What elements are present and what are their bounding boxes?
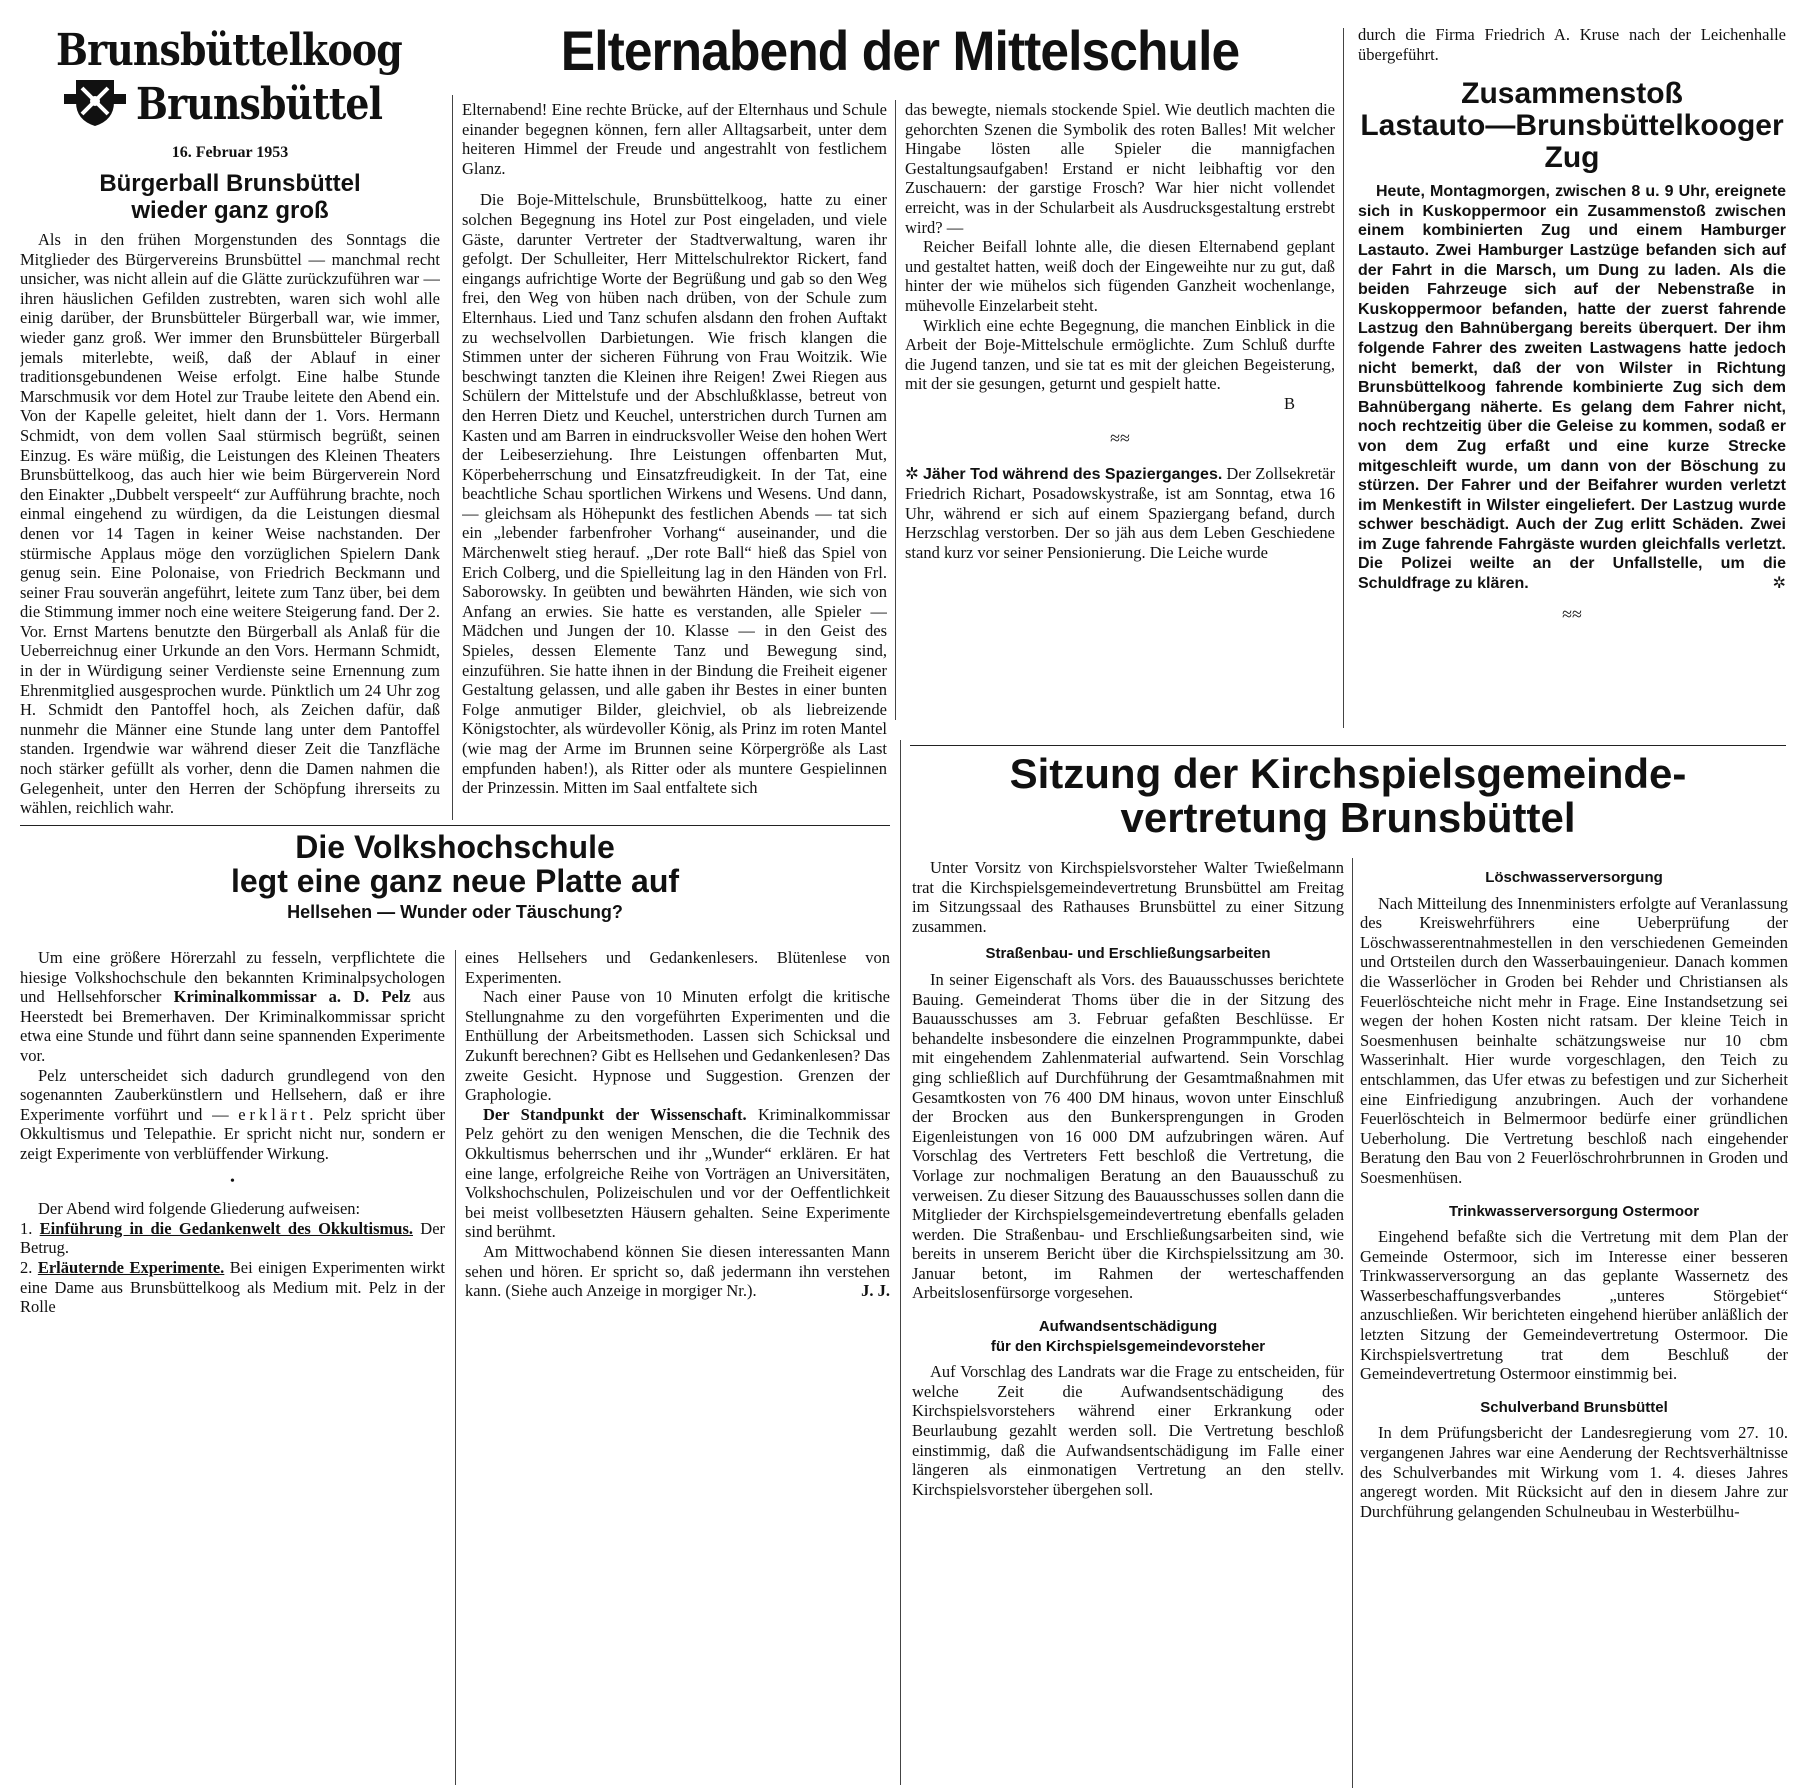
section-rule <box>910 745 1786 746</box>
elternabend-paragraph: Die Boje-Mittelschule, Brunsbüttelkoog, hatte zu einer solchen Begegnung ins Hotel zur Post eingeladen, und viele Gäste, darunter Vertreter der Stadtverwaltung, waren ihr gefolgt. Der Schulleiter, Herr Mittelschulrektor Rickert, fand eingangs aufrichtige Worte der Begrüßung und gab so den Weg frei, den Weg von hüben nach drüben, von der Schule zum Elternhaus. Lied und Tanz schufen alsdann den frohen Auftakt zu wechselvollen Darbietungen. Wie frisch klangen die Stimmen unter der sicheren Führung von Frau Woitzik. Wie beschwingt tanzten die Kleinen ihre Reigen! Zwei Riegen aus Schülern der Mittelstufe und der Abschlußklasse, betreut von den Herren Dietz und Keuchel, unterstrichen durch Turnen am Kasten und am Barren in eindrucksvoller Weise den hohen Wert der Leibeserziehung. Ihre Leistungen offenbarten Mut, Köperbeherrschung und Einsatzfreudigkeit. In der Tat, eine beachtliche Schau sportlichen Wirkens und Wesens. Und dann, — gleichsam als Höhepunkt des festlichen Abends — tat sich ein „lebender farbenfroher Vorhang“ auseinander, und die Märchenwelt stieg herauf. „Der rote Ball“ hieß das Spiel von Erich Colberg, und die Spielleitung lag in den Händen von Frl. Saborowsky. In geübten und bewährten Händen, wie sich von Anfang an erwies. Sie hatte es verstanden, alle Spieler — Mädchen und Jungen der 10. Klasse — in den Geist des Spieles, dessen Elemente Tanz und Bewegung sind, einzuführen. Sie hatte ihnen in der Bindung die Freiheit eigener Gestaltung gelassen, und alle gaben ihr Bestes in einer bunten Folge anmutiger Bilder, gleichviel, ob als liebreizende Königstochter, als würdevoller König, als Prinz im roten Mantel (wie mag der Arme im Brunnen seine Körpergröße als Last empfunden haben!), als Ritter oder als muntere Gespielinnen der Prinzessin. Mitten im Saal entfaltete sich <box>462 190 887 798</box>
zusammenstoss-title-line1: Zusammenstoß <box>1461 77 1683 111</box>
elternabend-signature: B <box>1283 393 1295 413</box>
right-column <box>1358 25 1786 745</box>
jaeher-tod-lead: Jäher Tod während des Spazierganges. <box>922 465 1223 483</box>
column-divider <box>900 740 901 1785</box>
zusammenstoss-title-line2: Lastauto—Brunsbüttelkooger Zug <box>1360 109 1784 175</box>
column-divider <box>1343 28 1344 728</box>
kirchspiel-section-title: Trinkwasserversorgung Ostermoor <box>1448 1202 1700 1220</box>
kirchspiel-title-line2: vertretung Brunsbüttel <box>1120 794 1576 841</box>
elternabend-headline: Elternabend der Mittelschule <box>560 19 1240 82</box>
vhs-title-line2: legt eine ganz neue Platte auf <box>230 863 680 899</box>
section-rule <box>20 825 890 826</box>
buergerball-title-line2: wieder ganz groß <box>131 197 329 224</box>
vhs-outline-list <box>20 1219 445 1317</box>
column-divider <box>455 950 456 1785</box>
zusammenstoss-headline <box>1358 78 1786 174</box>
buergerball-body <box>20 230 440 818</box>
kirchspiel-section-title: Straßenbau- und Erschließungsarbeiten <box>985 945 1271 963</box>
elternabend-paragraph: Elternabend! Eine rechte Brücke, auf der Elternhaus und Schule einander begegnen können, fern aller Alltagsarbeit, unter dem heiteren Himmel der Freude und angestrahlt von festlichem Glanz. <box>462 100 887 178</box>
masthead-line2: Brunsbüttel <box>136 78 383 130</box>
kirchspiel-section-title: Aufwandsentschädigung für den Kirchspielsgemeindevorsteher <box>990 1318 1266 1355</box>
bullet-separator: • <box>230 1173 235 1189</box>
elternabend-paragraph: das bewegte, niemals stockende Spiel. Wie deutlich machten die gehorchten Szenen die Symbolik des roten Balles! Mit welcher Hingabe lösten alle Spieler die mannigfachen Gestaltungsaufgaben! Erstand er nicht leibhaftig vor den Zuschauern: der garstige Frosch? War hier nicht vollendet erreicht, was in der Schularbeit als Ausdrucksgestaltung erstrebt wird? — <box>905 100 1335 237</box>
zusammenstoss-body: Heute, Montagmorgen, zwischen 8 u. 9 Uhr, ereignete sich in Kuskoppermoor ein Zusammenstoß zwischen einem kombinierten Zug und einem Hamburger Lastauto. Zwei Hamburger Lastzüge befanden sich auf der Fahrt in die Marsch, um Dung zu laden. Als die beiden Fahrzeuge sich auf der Nebenstraße in Kuskoppermoor befanden, hatte der zuerst fahrende Lastzug den Bahnübergang bereits überquert. Der ihm folgende Fahrer des zweiten Lastwagens hatte jedoch nicht bemerkt, daß der von Wilster in Richtung Brunsbüttelkoog fahrende kombinierte Zug sich dem Bahnübergang näherte. Es gelang dem Fahrer nicht, noch rechtzeitig über die Geleise zu kommen, sodaß er von dem Zug erfaßt und eine kurze Strecke mitgeschleift wurde, um dann von der Böschung zu stürzen. Der Fahrer und der Beifahrer wurden verletzt im Menkestift in Wilster eingeliefert. Der Lastzug wurde schwer beschädigt. Auch der Zug erlitt Schäden. Zwei im Zuge fahrende Fahrgäste wurden gleichfalls verletzt. Die Polizei weilte an der Unfallstelle, um die Schuldfrage zu klären. ✲ <box>1358 183 1786 593</box>
volkshochschule-column-a: Um eine größere Hörerzahl zu fesseln, verpflichtete die hiesige Volkshochschule den bekannten Kriminalpsychologen und Hellsehforscher Kriminalkommissar a. D. Pelz aus Heerstedt bei Bremerhaven. Der Kriminalkommissar spricht etwa eine Stunde und führt dann seine spannenden Experimente vor. Pelz unterscheidet sich dadurch grundlegend von den sogenannten Zauberkünstlern und Hellsehern, daß er ihre Experimente vorführt und — erklärt. Pelz spricht über Okkultismus und Telepathie. Er spricht nicht nur, sondern er zeigt Experimente von verblüffender Wirkung. • Der Abend wird folgende Gliederung aufweisen: 1. Einführung in die Gedankenwelt des Okkultismus. Der Betrug. 2. Erläuternde Experimente. Bei einigen Experimenten wirkt eine Dame aus Brunsbüttelkoog als Medium mit. Pelz in der Rolle <box>20 948 445 1317</box>
elternabend-paragraph: Reicher Beifall lohnte alle, die diesen Elternabend geplant und gestaltet hatten, weiß doch der Eingeweihte nur zu gut, daß hinter der wie mühelos sich fügenden Ganzheit wochenlange, mühevolle Einzelarbeit steht. <box>905 237 1335 315</box>
masthead-column <box>20 28 440 818</box>
kirchspiel-intro: Unter Vorsitz von Kirchspielsvorsteher Walter Twießelmann trat die Kirchspielsgemeindevertretung Brunsbüttel am Freitag im Sitzungssaal des Rathauses Brunsbüttel zu einer Sitzung zusammen. <box>912 858 1344 936</box>
star-icon: ✲ <box>1772 575 1786 593</box>
elternabend-paragraph: Wirklich eine echte Begegnung, die manchen Einblick in die Arbeit der Boje-Mittelschule ermöglichte. Zum Schluß durfte die Jugend tanzen, und sie tat es mit der gleichen Begeisterung, mit der sie gesungen, geturnt und gespielt hatte. <box>905 315 1335 394</box>
vhs-title-line1: Die Volkshochschule <box>295 830 615 865</box>
masthead-line1: Brunsbüttelkoog <box>56 28 402 76</box>
masthead <box>20 28 440 130</box>
list-item: 2. Erläuternde Experimente. Bei einigen Experimenten wirkt eine Dame aus Brunsbüttelkoog als Medium mit. Pelz in der Rolle <box>20 1257 445 1317</box>
kirchspiel-heading <box>910 752 1786 847</box>
vhs-speaker-name: Kriminalkommissar a. D. Pelz <box>173 987 411 1007</box>
kirchspiel-column-b: Löschwasserversorgung Nach Mitteilung des Innenministers erfolgte auf Veranlassung des Kreiswehrführers eine Ueberprüfung der Löschwasserentnahmestellen in den verschiedenen Gemeinden und Ortsteilen durch den Wasserbauingenieur. Danach kommen die Wasserlöcher in Groden bei Rehder und Christiansen als Feuerlöschteiche nicht mehr in Frage. Eine Instandsetzung sei wegen der hohen Kosten nicht ratsam. Der kleine Teich in Soesmenhusen beinhalte schätzungsweise nur 10 cbm Wasserinhalt. Hier wurde vorgeschlagen, den Teich zu entschlammen, das Ufer etwas zu befestigen und zur Sicherheit eine Einfriedigung anzubringen. Auch der vorhandene Feuerlöschteich in Belmermoor bedürfe einer gründlichen Ueberholung. Die Vertretung beschloß nach eingehender Beratung den Bau von 2 Feuerlöschrohrbrunnen in Groden und Soesmenhüsen. Trinkwasserversorgung Ostermoor Eingehend befaßte sich die Vertretung mit dem Plan der Gemeinde Ostermoor, sich im Interesse einer besseren Trinkwasserversorgung an das geplante Wassernetz des Wasserbeschaffungsverbandes „unteres Störgebiet“ anzuschließen. Wir berichteten eingehend hierüber anläßlich der letzten Sitzung der Gemeindevertretung Ostermoor. Die Kirchspielsvertretung trat dem Beschluß der Gemeindevertretung Ostermoor einstimmig bei. Schulverband Brunsbüttel In dem Prüfungsbericht der Landesregierung vom 27. 10. vergangenen Jahres war eine Aenderung der Rechtsverhältnisse des Schulverbandes mit Wirkung vom 1. 4. dieses Jahres angeregt worden. Mit Rücksicht auf den in diesem Jahre zur Durchführung gelangenden Schulneubau in Westerbülhu- <box>1360 869 1788 1521</box>
dateline: 16. Februar 1953 <box>171 144 289 161</box>
vhs-wissenschaft-lead: Der Standpunkt der Wissenschaft. <box>483 1104 747 1124</box>
vhs-signature: J. J. <box>861 1281 890 1301</box>
jaeher-tod-body: Der Zollsekretär Friedrich Richart, Posadowskystraße, ist am Sonntag, etwa 16 Uhr, während er sich auf einem Spaziergang befand, durch Herzschlag verstorben. Der so jäh aus dem Leben Geschiedene stand kurz vor seiner Pensionierung. Die Leiche wurde <box>905 463 1335 562</box>
elternabend-column-a <box>462 100 887 820</box>
kirchspiel-column-a: Unter Vorsitz von Kirchspielsvorsteher Walter Twießelmann trat die Kirchspielsgemeindevertretung Brunsbüttel am Freitag im Sitzungssaal des Rathauses Brunsbüttel zu einer Sitzung zusammen. Straßenbau- und Erschließungsarbeiten In seiner Eigenschaft als Vors. des Bauausschusses berichtete Bauing. Gemeinderat Thoms über die in der Sitzung des Bauausschusses am 3. Februar gefaßten Beschlüsse. Er behandelte insbesondere die einzelnen Programmpunkte, dabei mit eingehendem Zahlenmaterial aufwartend. Sein Vorschlag ging schließlich auf Durchführung der Gesamtmaßnahmen mit Gesamtkosten von 76 400 DM hinaus, wovon unter Einschluß der Brocken aus den Bunkersprengungen in Groden Eigenleistungen von 16 000 DM aufzubringen wären. Auf Vorschlag des Vertreters Fett beschloß die Vertretung, die Vorlage zur nochmaligen Beratung an den Bauausschuß zu verweisen. Zu dieser Sitzung des Bauausschusses sollen dann die Mitglieder der Kirchspielsgemeindevertretung ebenfalls geladen werden. Die Straßenbau- und Erschließungsarbeiten sind, wie bereits in unserem Bericht über die Kirchspielssitzung am 30. Januar betont, im Rahmen der werteschaffenden Arbeitslosenfürsorge vorgesehen. Aufwandsentschädigung für den Kirchspielsgemeindevorsteher Auf Vorschlag des Landrats war die Frage zu entscheiden, für welche Zeit die Aufwandsentschädigung des Kirchspielsvorstehers während einer Erkrankung oder Beurlaubung gezahlt werden soll. Die Vertretung beschloß einstimmig, daß die Aufwandsentschädigung im Falle einer längeren als einmonatigen Vertretung an den stellv. Kirchspielsvorsteher übergehen soll. <box>912 858 1344 1499</box>
column-divider <box>1352 858 1353 1788</box>
buergerball-paragraph: Als in den frühen Morgenstunden des Sonntags die Mitglieder des Bürgervereins Brunsbüttel — manchmal recht unsicher, was nicht allein auf die Glätte zurückzuführen war — ihren häuslichen Gefilden zustrebten, waren sich wohl alle einig darüber, der Brunsbütteler Bürgerball war, wie immer, wieder ganz groß. Wer immer den Brunsbütteler Bürgerball jemals miterlebte, weiß, daß der Ablauf in einer traditionsgebundenen Weise erfolgt. Eine halbe Stunde Marschmusik vor dem Hotel zur Traube leitete den Abend ein. Von der Kapelle geleitet, hielt dann der 1. Vors. Hermann Schmidt, von dem vollen Saal stürmisch begrüßt, seinen Einzug. Es wäre müßig, die Leistungen des Kleinen Theaters Brunsbüttelkoog, das auch hier wie beim Bürgerverein Nord den Einakter „Dubbelt verspeelt“ zur Aufführung brachte, noch einmal eingehend zu würdigen, da die Leistungen diesmal denen vor 14 Tagen in keiner Weise nachstanden. Der stürmische Applaus möge den vorzüglichen Spielern Dank genug sein. Eine Polonaise, von Friedrich Beckmann und seiner Frau souverän angeführt, leitete zum Tanz über, bei dem die Stimmung immer noch eine weitere Steigerung fand. Der 2. Vor. Ernst Martens benutzte den Bürgerball als Anlaß für die Ueberreichnug einer Urkunde an den Vors. Hermann Schmidt, in der in Würdigung seiner Verdienste seine Ernennung zum Ehrenmitglied ausgesprochen wurde. Pünktlich um 24 Uhr zog H. Schmidt den Pantoffel hoch, als Zeichen dafür, daß nunmehr die Männer eine Stunde lang unter dem Pantoffel standen. Irgendwie war während dieser Zeit die Tanzfläche noch stärker gefüllt als vorher, denn die Damen nahmen die Gelegenheit, unter den Herren der Schöpfung ihrerseits zu wählen, reichlich wahr. <box>20 230 440 818</box>
kirchspiel-section-title: Schulverband Brunsbüttel <box>1480 1398 1668 1416</box>
separator: ≈≈ <box>1110 427 1130 448</box>
column-divider <box>895 100 896 720</box>
elternabend-column-b <box>905 100 1335 740</box>
vhs-subtitle: Hellsehen — Wunder oder Täuschung? <box>287 902 623 922</box>
jaeher-tod-continuation: durch die Firma Friedrich A. Kruse nach der Leichenhalle übergeführt. <box>1358 25 1786 64</box>
volkshochschule-heading <box>20 830 890 940</box>
volkshochschule-column-b: eines Hellsehers und Gedankenlesers. Blütenlese von Experimenten. Nach einer Pause von 10 Minuten erfolgt die kritische Stellungnahme zu den vorgeführten Experimenten und die Enthüllung der Arbeitsmethoden. Lassen sich Schicksal und Zukunft berechnen? Gibt es Hellsehen und Gedankenlesen? Das zweite Gesicht. Hypnose und Suggestion. Grenzen der Graphologie. Der Standpunkt der Wissenschaft. Kriminalkommissar Pelz gehört zu den wenigen Menschen, die die Technik des Okkultismus beherrschen und ihr „Wunder“ erklären. Er hat eine lange, erfolgreiche Reihe von Vorträgen an Universitäten, Volkshochschulen, Polizeischulen und vor der Oeffentlichkeit bei meist vollbesetzten Häusern gehalten. Seine Experimente sind berühmt. Am Mittwochabend können Sie diesen interessanten Mann sehen und hören. Er spricht so, daß jedermann ihn verstehen kann. (Siehe auch Anzeige in morgiger Nr.). J. J. <box>465 948 890 1301</box>
buergerball-title-line1: Bürgerball Brunsbüttel <box>99 170 361 197</box>
coat-of-arms-icon <box>64 76 126 133</box>
list-item: 1. Einführung in die Gedankenwelt des Okkultismus. Der Betrug. <box>20 1218 445 1258</box>
buergerball-headline <box>20 170 440 224</box>
vhs-outline-intro: Der Abend wird folgende Gliederung aufweisen: <box>38 1199 361 1219</box>
star-icon: ✲ <box>905 463 919 483</box>
separator: ≈≈ <box>1562 603 1582 624</box>
jaeher-tod-article <box>905 464 1335 563</box>
column-divider <box>452 95 453 820</box>
kirchspiel-title-line1: Sitzung der Kirchspielsgemeinde- <box>1009 752 1687 797</box>
kirchspiel-section-title: Löschwasserversorgung <box>1485 869 1663 886</box>
